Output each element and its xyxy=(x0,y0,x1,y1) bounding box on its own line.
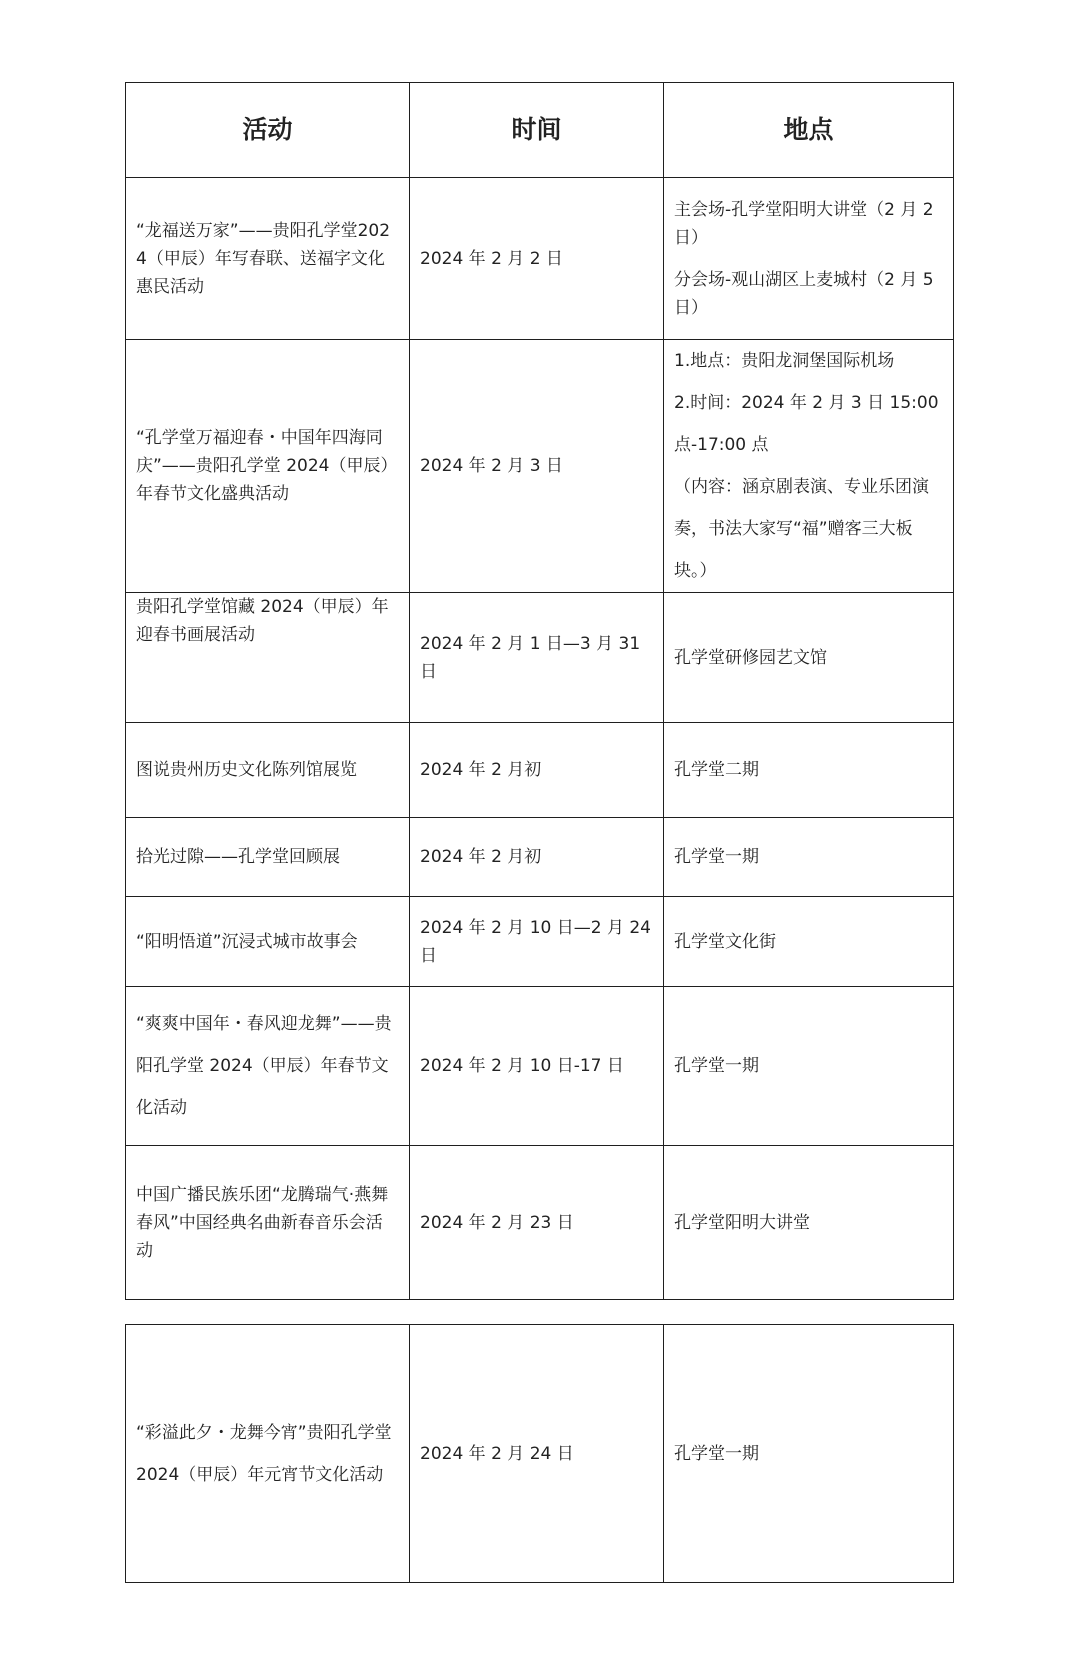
venue-cell xyxy=(664,1325,954,1583)
header-venue: 地点 xyxy=(664,83,954,178)
venue-line: 2.时间：2024 年 2 月 3 日 15:00 点-17:00 点 xyxy=(674,393,939,455)
activity-cell: 贵阳孔学堂馆藏 2024（甲辰）年迎春书画展活动 xyxy=(126,593,410,723)
venue-line: （内容：涵京剧表演、专业乐团演奏，书法大家写“福”赠客三大板块。） xyxy=(674,477,929,581)
activity-cell: “孔学堂万福迎春・中国年四海同庆”——贵阳孔学堂 2024（甲辰）年春节文化盛典活动 xyxy=(126,340,410,593)
table-row xyxy=(126,593,954,723)
activity-cell: 图说贵州历史文化陈列馆展览 xyxy=(126,723,410,818)
venue-cell xyxy=(664,987,954,1146)
table-row xyxy=(126,1146,954,1300)
table-row xyxy=(126,897,954,987)
schedule-table-continued xyxy=(125,1324,954,1583)
header-time: 时间 xyxy=(410,83,664,178)
venue-cell xyxy=(664,593,954,723)
table-row xyxy=(126,340,954,593)
table-header-row xyxy=(126,83,954,178)
activity-cell: “阳明悟道”沉浸式城市故事会 xyxy=(126,897,410,987)
time-cell: 2024 年 2 月 3 日 xyxy=(410,340,664,593)
activity-cell: 拾光过隙——孔学堂回顾展 xyxy=(126,818,410,897)
venue-line: 孔学堂二期 xyxy=(674,760,759,780)
table-row xyxy=(126,723,954,818)
venue-cell xyxy=(664,897,954,987)
venue-cell xyxy=(664,1146,954,1300)
venue-line: 分会场-观山湖区上麦城村（2 月 5 日） xyxy=(674,269,934,318)
time-cell: 2024 年 2 月初 xyxy=(410,818,664,897)
venue-line: 孔学堂文化街 xyxy=(674,931,776,952)
time-cell: 2024 年 2 月 10 日—2 月 24 日 xyxy=(410,897,664,987)
activity-cell: “龙福送万家”——贵阳孔学堂2024（甲辰）年写春联、送福字文化惠民活动 xyxy=(126,178,410,340)
header-activity: 活动 xyxy=(126,83,410,178)
venue-cell xyxy=(664,818,954,897)
venue-line: 孔学堂一期 xyxy=(674,847,759,867)
venue-line: 孔学堂一期 xyxy=(674,1056,759,1076)
time-cell: 2024 年 2 月 2 日 xyxy=(410,178,664,340)
activity-cell: 中国广播民族乐团“龙腾瑞气·燕舞春风”中国经典名曲新春音乐会活动 xyxy=(126,1146,410,1300)
venue-cell xyxy=(664,178,954,340)
table-row xyxy=(126,1325,954,1583)
table-row xyxy=(126,178,954,340)
activity-cell: “彩溢此夕・龙舞今宵”贵阳孔学堂 2024（甲辰）年元宵节文化活动 xyxy=(126,1325,410,1583)
venue-line: 主会场-孔学堂阳明大讲堂（2 月 2 日） xyxy=(674,199,934,248)
venue-line: 孔学堂研修园艺文馆 xyxy=(674,647,827,668)
time-cell: 2024 年 2 月初 xyxy=(410,723,664,818)
venue-line: 孔学堂阳明大讲堂 xyxy=(674,1212,810,1233)
time-cell: 2024 年 2 月 1 日—3 月 31 日 xyxy=(410,593,664,723)
venue-cell xyxy=(664,723,954,818)
time-cell: 2024 年 2 月 24 日 xyxy=(410,1325,664,1583)
venue-cell xyxy=(664,340,954,593)
venue-line: 孔学堂一期 xyxy=(674,1443,759,1464)
table-row xyxy=(126,818,954,897)
venue-line: 1.地点：贵阳龙洞堡国际机场 xyxy=(674,351,895,371)
time-cell: 2024 年 2 月 23 日 xyxy=(410,1146,664,1300)
activity-cell: “爽爽中国年・春风迎龙舞”——贵阳孔学堂 2024（甲辰）年春节文化活动 xyxy=(126,987,410,1146)
schedule-table xyxy=(125,82,954,1300)
time-cell: 2024 年 2 月 10 日-17 日 xyxy=(410,987,664,1146)
table-row xyxy=(126,987,954,1146)
